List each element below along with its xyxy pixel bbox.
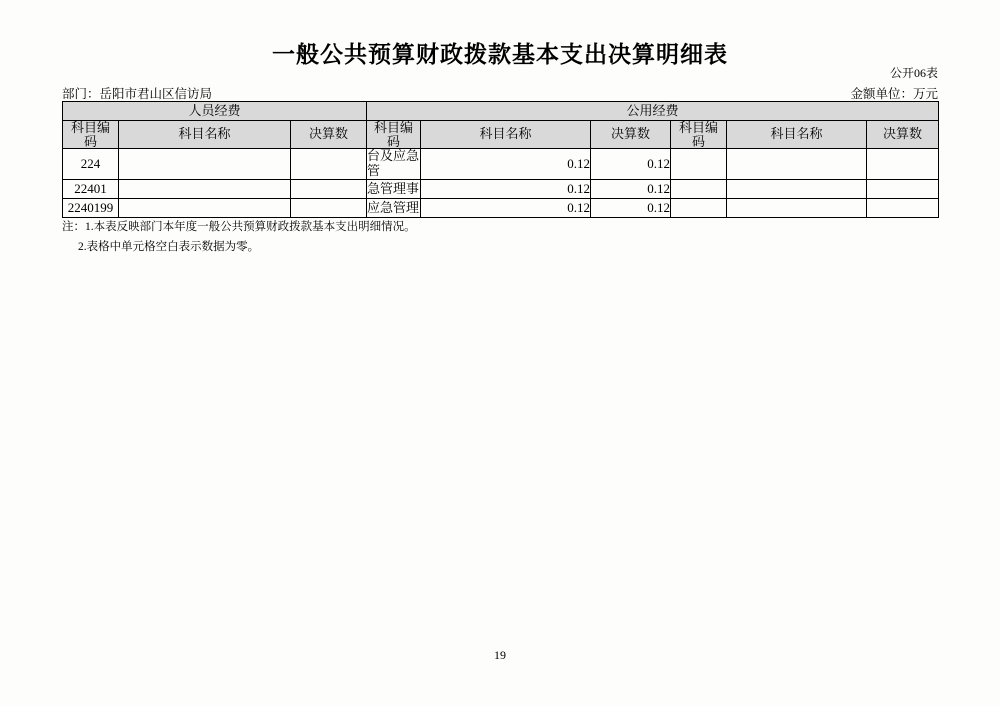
cell-personnel-code: 2240199 <box>63 199 119 218</box>
page-title: 一般公共预算财政拨款基本支出决算明细表 <box>272 42 728 67</box>
table-row <box>63 180 939 199</box>
col-header-personnel-name: 科目名称 <box>119 121 291 149</box>
cell-public-code: 应急管理 <box>367 199 421 218</box>
cell-extra-code <box>671 199 727 218</box>
cell-personnel-amount <box>291 149 367 180</box>
note-line-1: 注：1.本表反映部门本年度一般公共预算财政拨款基本支出明细情况。 <box>62 221 416 233</box>
table-row <box>63 199 939 218</box>
cell-extra-amount <box>867 180 939 199</box>
cell-extra-amount <box>867 199 939 218</box>
table-notes <box>62 218 416 257</box>
cell-extra-amount <box>867 149 939 180</box>
cell-personnel-amount <box>291 180 367 199</box>
cell-public-amount: 0.12 <box>591 180 671 199</box>
cell-public-amount: 0.12 <box>591 199 671 218</box>
col-header-public-name: 科目名称 <box>421 121 591 149</box>
cell-public-name: 0.12 <box>421 149 591 180</box>
amount-unit-label: 金额单位：万元 <box>850 87 938 101</box>
sheet-code-label: 公开06表 <box>889 66 938 80</box>
group-header-public: 公用经费 <box>367 102 939 121</box>
col-header-extra-amount: 决算数 <box>867 121 939 149</box>
cell-personnel-name <box>119 199 291 218</box>
col-header-extra-code: 科目编 码 <box>671 121 727 149</box>
cell-extra-code <box>671 149 727 180</box>
col-header-personnel-code: 科目编 码 <box>63 121 119 149</box>
table-column-header-row <box>63 121 939 149</box>
table-row <box>63 149 939 180</box>
cell-public-name: 0.12 <box>421 180 591 199</box>
col-header-public-code: 科目编 码 <box>367 121 421 149</box>
cell-extra-name <box>727 180 867 199</box>
cell-extra-name <box>727 149 867 180</box>
cell-public-code: 台及应急管 <box>367 148 420 179</box>
cell-public-amount: 0.12 <box>591 149 671 180</box>
col-header-extra-name: 科目名称 <box>727 121 867 149</box>
cell-personnel-name <box>119 180 291 199</box>
cell-personnel-amount <box>291 199 367 218</box>
col-header-public-amount: 决算数 <box>591 121 671 149</box>
budget-detail-table <box>62 101 939 218</box>
cell-extra-code <box>671 180 727 199</box>
cell-personnel-name <box>119 149 291 180</box>
table-group-header-row <box>63 102 939 121</box>
note-line-2: 2.表格中单元格空白表示数据为零。 <box>78 240 260 253</box>
cell-personnel-code: 22401 <box>63 180 119 199</box>
page-number: 19 <box>494 648 506 662</box>
group-header-personnel: 人员经费 <box>63 102 367 121</box>
cell-personnel-code: 224 <box>63 149 119 180</box>
cell-public-name: 0.12 <box>421 199 591 218</box>
cell-public-code: 急管理事 <box>367 180 421 199</box>
department-label: 部门：岳阳市君山区信访局 <box>62 87 213 101</box>
cell-extra-name <box>727 199 867 218</box>
col-header-personnel-amount: 决算数 <box>291 121 367 149</box>
